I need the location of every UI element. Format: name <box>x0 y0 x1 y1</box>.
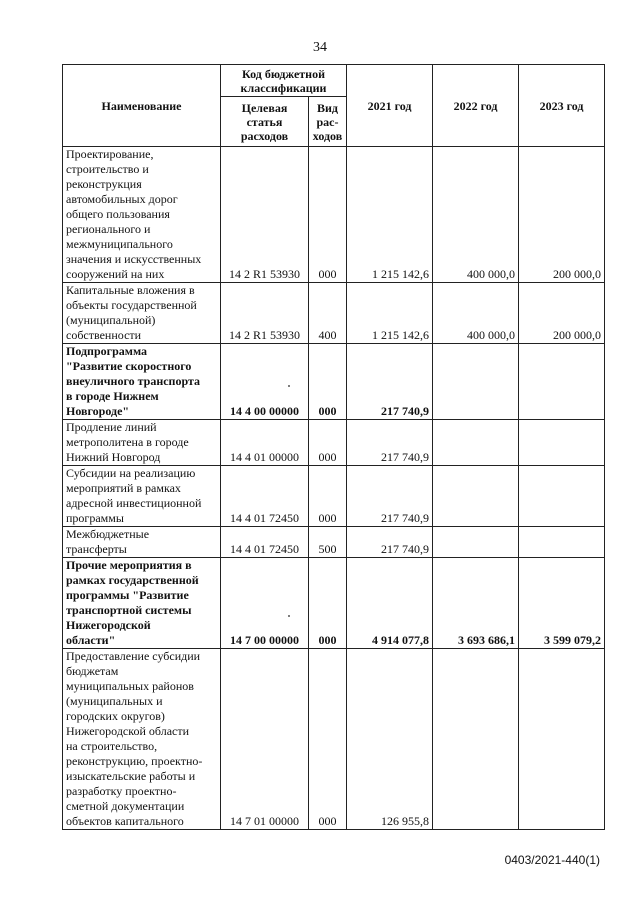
row-code-cell: 14 4 00 00000 <box>221 344 309 420</box>
table-row <box>63 147 605 283</box>
row-name-cell: Капитальные вложения в объекты государственной (муниципальной) собственности <box>63 283 221 344</box>
row-name-cell: Межбюджетные трансферты <box>63 527 221 558</box>
header-2023: 2023 год <box>519 65 605 147</box>
row-2021-cell: 217 740,9 <box>347 466 433 527</box>
row-name-cell: Прочие мероприятия в рамках государственной программы "Развитие транспортной системы Нижегородской области" <box>63 558 221 649</box>
row-code-cell: 14 7 00 00000 <box>221 558 309 649</box>
row-name-cell: Субсидии на реализацию мероприятий в рамках адресной инвестиционной программы <box>63 466 221 527</box>
row-code-cell: 14 4 01 72450 <box>221 527 309 558</box>
table-row <box>63 420 605 466</box>
row-2021-cell: 4 914 077,8 <box>347 558 433 649</box>
row-2021-cell: 1 215 142,6 <box>347 147 433 283</box>
row-2022-cell: 400 000,0 <box>433 147 519 283</box>
header-2022: 2022 год <box>433 65 519 147</box>
row-2022-cell <box>433 420 519 466</box>
row-2021-cell: 217 740,9 <box>347 344 433 420</box>
header-target-article: Целевая статья расходов <box>221 97 309 147</box>
table-row <box>63 649 605 830</box>
table-row <box>63 558 605 649</box>
header-2021: 2021 год <box>347 65 433 147</box>
row-type-cell: 400 <box>309 283 347 344</box>
table-row <box>63 283 605 344</box>
header-name: Наименование <box>63 65 221 147</box>
row-2021-cell: 126 955,8 <box>347 649 433 830</box>
row-name-cell: Подпрограмма "Развитие скоростного внеуличного транспорта в городе Нижнем Новгороде" <box>63 344 221 420</box>
row-2022-cell <box>433 466 519 527</box>
row-type-cell: 000 <box>309 466 347 527</box>
row-2023-cell <box>519 466 605 527</box>
row-2022-cell <box>433 527 519 558</box>
table-row <box>63 344 605 420</box>
row-2021-cell: 1 215 142,6 <box>347 283 433 344</box>
header-expense-type: Вид рас-ходов <box>309 97 347 147</box>
row-2023-cell <box>519 344 605 420</box>
document-number: 0403/2021-440(1) <box>504 853 600 867</box>
row-name-cell: Проектирование, строительство и реконструкция автомобильных дорог общего пользования регионального и межмуниципального значения и искусственных сооружений на них <box>63 147 221 283</box>
row-code-cell: 14 4 01 72450 <box>221 466 309 527</box>
row-code-cell: 14 4 01 00000 <box>221 420 309 466</box>
row-type-cell: 000 <box>309 558 347 649</box>
row-name-cell: Продление линий метрополитена в городе Нижний Новгород <box>63 420 221 466</box>
scan-speck <box>288 385 290 387</box>
page-number: 34 <box>313 40 327 55</box>
table-row <box>63 527 605 558</box>
header-classification: Код бюджетной классификации <box>221 65 347 97</box>
row-2023-cell: 200 000,0 <box>519 147 605 283</box>
row-code-cell: 14 7 01 00000 <box>221 649 309 830</box>
row-2022-cell <box>433 344 519 420</box>
table-row <box>63 466 605 527</box>
row-type-cell: 500 <box>309 527 347 558</box>
table-header <box>63 65 605 147</box>
row-2021-cell: 217 740,9 <box>347 527 433 558</box>
row-2022-cell <box>433 649 519 830</box>
row-2023-cell <box>519 527 605 558</box>
row-type-cell: 000 <box>309 147 347 283</box>
row-2023-cell <box>519 420 605 466</box>
scan-speck <box>288 615 290 617</box>
row-type-cell: 000 <box>309 420 347 466</box>
row-2023-cell: 3 599 079,2 <box>519 558 605 649</box>
row-type-cell: 000 <box>309 344 347 420</box>
row-code-cell: 14 2 R1 53930 <box>221 283 309 344</box>
row-2021-cell: 217 740,9 <box>347 420 433 466</box>
row-type-cell: 000 <box>309 649 347 830</box>
table-body <box>63 147 605 830</box>
budget-table <box>62 64 605 830</box>
row-2022-cell: 3 693 686,1 <box>433 558 519 649</box>
row-2023-cell: 200 000,0 <box>519 283 605 344</box>
row-name-cell: Предоставление субсидии бюджетам муниципальных районов (муниципальных и городских округов) Нижегородской области на строительство, реконструкцию, проектно- изыскательские работы и разработку проектно- сметной документации объектов капитального <box>63 649 221 830</box>
row-code-cell: 14 2 R1 53930 <box>221 147 309 283</box>
row-2022-cell: 400 000,0 <box>433 283 519 344</box>
row-2023-cell <box>519 649 605 830</box>
